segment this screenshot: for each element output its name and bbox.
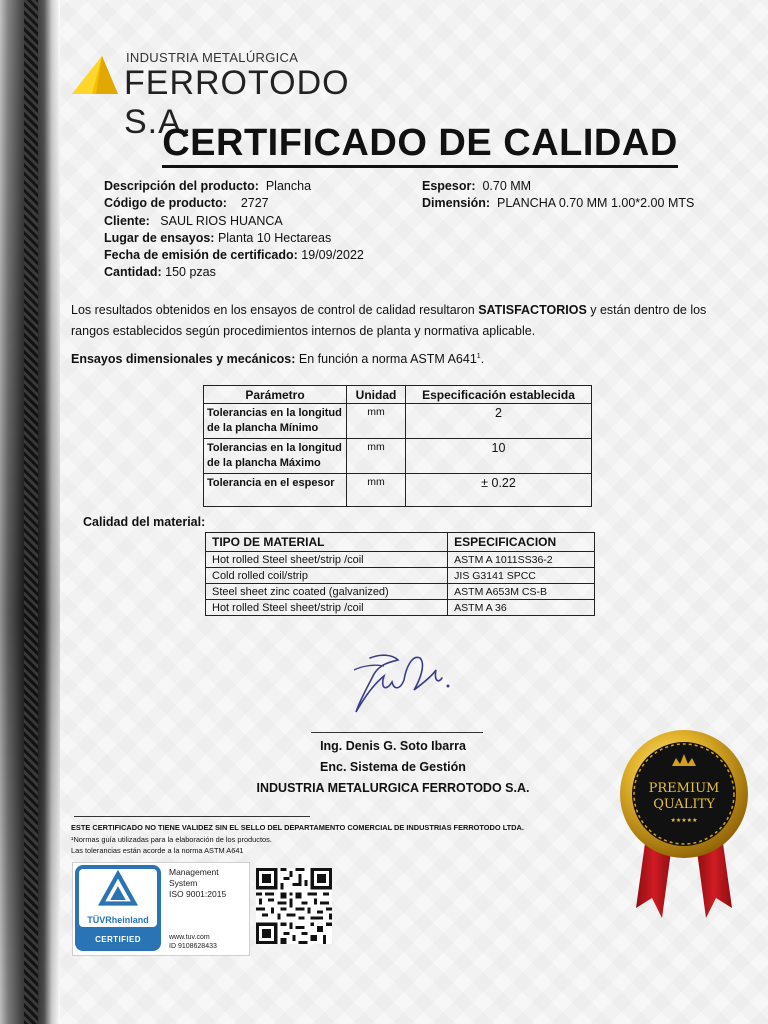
company-name: FERROTODO S.A. [124, 64, 350, 141]
table-header-row [206, 533, 595, 552]
signer-company: INDUSTRIA METALURGICA FERROTODO S.A. [256, 781, 530, 795]
table-row: Hot rolled Steel sheet/strip /coil ASTM A 36 [206, 600, 595, 616]
satisfactorios-highlight: SATISFACTORIOS [478, 303, 587, 317]
header-especificacion: Especificación establecida [406, 386, 592, 404]
seal-stars: ★★★★★ [670, 817, 698, 824]
company-subtitle: INDUSTRIA METALÚRGICA [126, 50, 299, 65]
product-info-right: Espesor: 0.70 MM Dimensión: PLANCHA 0.70 MM 1.00*2.00 MTS [422, 179, 695, 211]
signer-name: Ing. Denis G. Soto Ibarra [320, 739, 466, 753]
header-unidad: Unidad [347, 386, 406, 404]
handwritten-signature [340, 640, 460, 720]
table-row: Hot rolled Steel sheet/strip /coil ASTM A 1011SS36-2 [206, 552, 595, 568]
header-parametro: Parámetro [204, 386, 347, 404]
notes-divider [74, 816, 310, 817]
norms-note: ¹Normas guía utilizadas para la elaboración de los productos. [71, 834, 272, 844]
footer-notes [71, 822, 524, 857]
seal-premium-text: PREMIUM [648, 781, 720, 796]
company-logo [72, 50, 402, 141]
cantidad-value: 150 pzas [165, 265, 216, 280]
tuv-triangle-icon [79, 869, 157, 919]
page-title: CERTIFICADO DE CALIDAD [0, 122, 768, 165]
table-row: Steel sheet zinc coated (galvanized) ASTM A653M CS-B [206, 584, 595, 600]
descripcion-value: Plancha [265, 179, 312, 193]
iso-standard: ISO 9001:2015 [169, 889, 227, 899]
header-tipo-material: TIPO DE MATERIAL [206, 533, 448, 552]
table-row: Tolerancias en la longitud de la plancha Mínimo mm 2 [204, 404, 592, 439]
tuv-brand: TÜVRheinland [87, 915, 149, 925]
signature-line [311, 732, 483, 733]
espesor-value: 0.70 MM [482, 179, 532, 193]
validity-note: ESTE CERTIFICADO NO TIENE VALIDEZ SIN EL SELLO DEL DEPARTAMENTO COMERCIAL DE INDUSTRIAS FERROTODO LTDA. [71, 823, 524, 832]
cliente-value: SAUL RIOS HUANCA [160, 213, 283, 228]
codigo-value: 2727 [240, 196, 269, 211]
table-row: Cold rolled coil/strip JIS G3141 SPCC [206, 568, 595, 584]
tolerance-note: Las tolerancias están acorde a la norma ASTM A641 [71, 846, 244, 855]
dimension-value: PLANCHA 0.70 MM 1.00*2.00 MTS [497, 196, 695, 211]
dimensional-table [203, 385, 592, 507]
signer-role: Enc. Sistema de Gestión [320, 760, 466, 774]
seal-quality-text: QUALITY [653, 797, 715, 812]
logo-triangle-icon [72, 52, 118, 96]
results-paragraph: Los resultados obtenidos en los ensayos de control de calidad resultaron SATISFACTORIOS y están dentro de los rangos establecidos según procedimientos internos de planta y normativa aplicable. [71, 303, 707, 338]
header-especificacion: ESPECIFICACION [448, 533, 595, 552]
material-quality-label: Calidad del material: [83, 515, 206, 529]
tuv-certification-badge: TÜVRheinland CERTIFIED Management System ISO 9001:2015 www.tuv.com ID 9108628433 [72, 862, 250, 956]
table-row: Tolerancia en el espesor mm ± 0.22 [204, 474, 592, 507]
table-header-row [204, 386, 592, 404]
tuv-certified: CERTIFIED [95, 935, 141, 944]
fecha-value: 19/09/2022 [301, 248, 364, 263]
tuv-id: ID 9108628433 [169, 943, 217, 950]
material-table [205, 532, 595, 616]
table-row: Tolerancias en la longitud de la plancha Máximo mm 10 [204, 439, 592, 474]
qr-code [256, 866, 332, 946]
product-info-left: Descripción del producto: Plancha Código de producto: 2727 Cliente: SAUL RIOS HUANCA Lugar de ensayos: Planta 10 Hectareas Fecha de emisión de certificado: 19/09/2022 Cantidad: 150 pzas [104, 179, 364, 280]
lugar-value: Planta 10 Hectareas [217, 230, 332, 245]
ensayos-line: Ensayos dimensionales y mecánicos: En función a norma ASTM $A641^1$. [71, 352, 485, 366]
premium-quality-seal [616, 726, 752, 918]
